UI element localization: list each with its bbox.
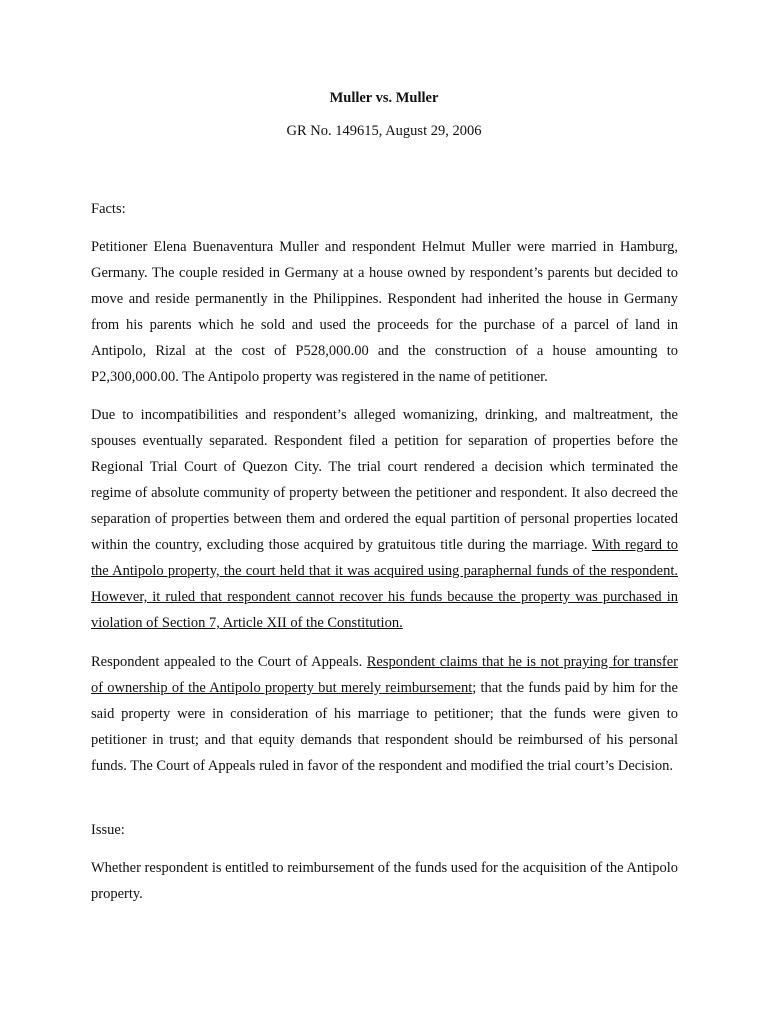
facts-paragraph-2-underlined: With regard to the Antipolo property, the court held that it was acquired using paraphernal funds of the respondent. However, it ruled that respondent cannot recover his funds because the property was purchased in violation of Section 7, Article XII of the Constitution.	[91, 537, 678, 631]
case-title: Muller vs. Muller	[329, 90, 439, 106]
facts-paragraph-2-text: Due to incompatibilities and respondent’s alleged womanizing, drinking, and maltreatment, the spouses eventually separated. Respondent filed a petition for separation of properties before the Regional Trial Court of Quezon City. The trial court rendered a decision which terminated the regime of absolute community of property between the petitioner and respondent. It also decreed the separation of properties between them and ordered the equal partition of personal properties located within the country, excluding those acquired by gratuitous title during the marriage.	[91, 407, 678, 553]
facts-paragraph-3-text-a: Respondent appealed to the Court of Appeals.	[91, 654, 367, 670]
facts-paragraph-3-text-b: ; that the funds paid by him for the said property were in consideration of his marriage to petitioner; that the funds were given to petitioner in trust; and that equity demands that respondent should be reimbursed of his personal funds. The Court of Appeals ruled in favor of the respondent and modified the trial court’s Decision.	[91, 680, 678, 774]
facts-heading: Facts:	[91, 201, 126, 217]
facts-paragraph-1: Petitioner Elena Buenaventura Muller and respondent Helmut Muller were married in Hamburg, Germany. The couple resided in Germany at a house owned by respondent’s parents but decided to move and reside permanently in the Philippines. Respondent had inherited the house in Germany from his parents which he sold and used the proceeds for the purchase of a parcel of land in Antipolo, Rizal at the cost of P528,000.00 and the construction of a house amounting to P2,300,000.00. The Antipolo property was registered in the name of petitioner.	[91, 239, 678, 385]
issue-heading: Issue:	[91, 822, 125, 838]
facts-paragraph-3	[91, 649, 678, 779]
issue-paragraph: Whether respondent is entitled to reimbursement of the funds used for the acquisition of the Antipolo property.	[91, 860, 678, 902]
facts-paragraph-3-underlined: Respondent claims that he is not praying for transfer of ownership of the Antipolo property but merely reimbursement	[91, 654, 678, 696]
case-citation: GR No. 149615, August 29, 2006	[286, 123, 482, 139]
facts-paragraph-2	[91, 402, 678, 636]
